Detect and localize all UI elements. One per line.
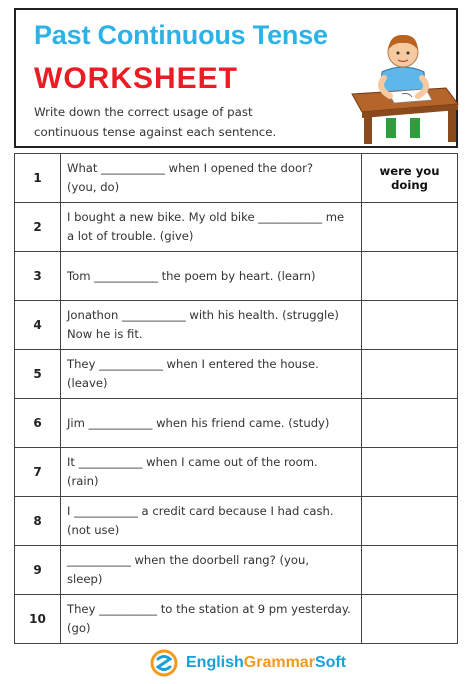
question-number: 10	[15, 595, 61, 644]
question-line-1: What ___________ when I opened the door?	[67, 161, 313, 175]
question-number: 4	[15, 301, 61, 350]
question-line-2: (not use)	[67, 523, 120, 537]
question-line-2: sleep)	[67, 572, 103, 586]
worksheet-subtitle: WORKSHEET	[34, 62, 238, 95]
question-number: 2	[15, 203, 61, 252]
question-row	[15, 252, 458, 301]
question-number: 5	[15, 350, 61, 399]
answer-cell[interactable]	[362, 252, 458, 301]
question-text	[61, 497, 362, 546]
question-text	[61, 203, 362, 252]
worksheet-title: Past Continuous Tense	[34, 20, 328, 50]
question-line-2: a lot of trouble. (give)	[67, 229, 194, 243]
question-text	[61, 252, 362, 301]
question-line-1: ___________ when the doorbell rang? (you,	[67, 553, 310, 567]
question-number: 9	[15, 546, 61, 595]
question-text	[61, 546, 362, 595]
question-line-1: They __________ to the station at 9 pm yesterday.	[67, 602, 351, 616]
question-line-1: It ___________ when I came out of the room.	[67, 455, 318, 469]
englishgrammarsoft-logo-icon	[150, 649, 178, 677]
brand-part-grammar: Grammar	[243, 654, 315, 671]
question-line-1: Jonathon ___________ with his health. (struggle)	[67, 308, 339, 322]
question-row	[15, 301, 458, 350]
question-row	[15, 154, 458, 203]
question-line-2: Now he is fit.	[67, 327, 143, 341]
instruction-line-2: continuous tense against each sentence.	[34, 125, 277, 139]
question-line-2: (rain)	[67, 474, 99, 488]
question-row	[15, 448, 458, 497]
question-row	[15, 350, 458, 399]
instructions	[34, 102, 324, 142]
footer-brand	[150, 648, 346, 678]
answer-cell[interactable]: were you doing	[362, 154, 458, 203]
answer-cell[interactable]	[362, 301, 458, 350]
question-line-1: I ___________ a credit card because I had cash.	[67, 504, 334, 518]
answer-cell[interactable]	[362, 546, 458, 595]
question-line-2: (go)	[67, 621, 91, 635]
question-number: 1	[15, 154, 61, 203]
question-text	[61, 595, 362, 644]
question-number: 6	[15, 399, 61, 448]
question-line-2: (leave)	[67, 376, 108, 390]
question-text	[61, 350, 362, 399]
question-row	[15, 546, 458, 595]
brand-part-soft: Soft	[314, 654, 347, 671]
question-line-1: I bought a new bike. My old bike ___________ me	[67, 210, 345, 224]
question-line-1: Tom ___________ the poem by heart. (learn)	[67, 268, 316, 283]
question-text	[61, 399, 362, 448]
question-row	[15, 399, 458, 448]
answer-cell[interactable]	[362, 497, 458, 546]
question-line-2: (you, do)	[67, 180, 120, 194]
question-line-1: Jim ___________ when his friend came. (study)	[67, 415, 330, 430]
question-text	[61, 154, 362, 203]
question-number: 3	[15, 252, 61, 301]
question-row	[15, 497, 458, 546]
brand-name	[186, 654, 346, 672]
answer-cell[interactable]	[362, 350, 458, 399]
instruction-line-1: Write down the correct usage of past	[34, 105, 253, 119]
question-text	[61, 448, 362, 497]
boy-at-desk-writing-icon	[346, 22, 462, 146]
header-box	[14, 8, 458, 148]
answer-cell[interactable]	[362, 203, 458, 252]
question-text	[61, 301, 362, 350]
question-number: 7	[15, 448, 61, 497]
answer-cell[interactable]	[362, 448, 458, 497]
answer-cell[interactable]	[362, 399, 458, 448]
question-number: 8	[15, 497, 61, 546]
worksheet-table	[14, 153, 458, 644]
question-row	[15, 595, 458, 644]
question-row	[15, 203, 458, 252]
answer-cell[interactable]	[362, 595, 458, 644]
question-line-1: They ___________ when I entered the house.	[67, 357, 319, 371]
brand-part-english: English	[186, 654, 244, 671]
